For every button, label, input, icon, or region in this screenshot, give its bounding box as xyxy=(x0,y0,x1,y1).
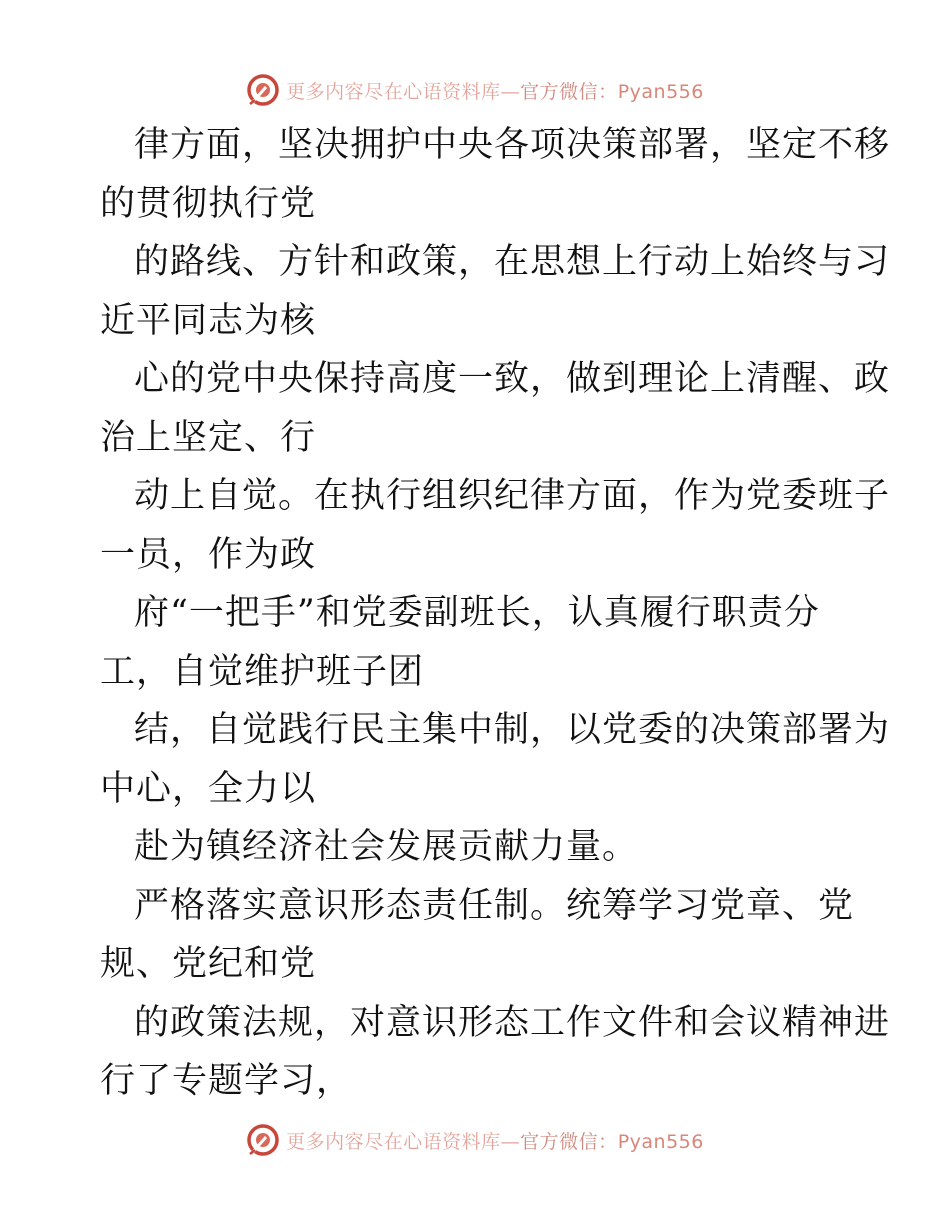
text-line: 律方面，坚决拥护中央各项决策部署，坚定不移 xyxy=(134,125,891,165)
seal-logo-icon xyxy=(246,73,280,107)
text-line: 结，自觉践行民主集中制，以党委的决策部署为 xyxy=(134,710,891,750)
text-line: 一员，作为政 xyxy=(100,534,317,575)
footer-watermark-banner xyxy=(0,1120,950,1160)
text-line: 赴为镇经济社会发展贡献力量。 xyxy=(134,827,639,867)
text-line: 中心，全力以 xyxy=(100,768,317,809)
header-wechat-id: Pyan556 xyxy=(617,80,704,103)
text-line: 心的党中央保持高度一致，做到理论上清醒、政 xyxy=(134,359,891,399)
text-line: 工，自觉维护班子团 xyxy=(100,651,425,692)
text-line: 的贯彻执行党 xyxy=(100,183,317,224)
text-line: 的政策法规，对意识形态工作文件和会议精神进 xyxy=(134,1002,891,1043)
header-wechat-label: 官方微信： xyxy=(520,80,618,103)
header-watermark-banner xyxy=(0,70,950,110)
text-line: 严格落实意识形态责任制。统筹学习党章、党 xyxy=(134,885,855,926)
header-dash: — xyxy=(500,80,521,103)
text-line: 府“一把手”和党委副班长，认真履行职责分 xyxy=(134,593,820,633)
footer-dash: — xyxy=(500,1130,521,1153)
footer-watermark-text xyxy=(286,1127,704,1154)
seal-logo-icon xyxy=(246,1123,280,1157)
document-body xyxy=(0,116,950,1111)
text-line: 的路线、方针和政策，在思想上行动上始终与习 xyxy=(134,242,891,282)
text-line: 动上自觉。在执行组织纪律方面，作为党委班子 xyxy=(134,476,891,516)
text-line: 近平同志为核 xyxy=(100,300,317,341)
footer-wechat-label: 官方微信： xyxy=(520,1130,618,1153)
text-line: 行了专题学习， xyxy=(100,1061,353,1101)
footer-wechat-id: Pyan556 xyxy=(617,1130,704,1153)
text-line: 治上坚定、行 xyxy=(100,417,317,458)
header-watermark-text xyxy=(286,77,704,104)
footer-site-name: 更多内容尽在心语资料库 xyxy=(286,1130,501,1153)
header-site-name: 更多内容尽在心语资料库 xyxy=(286,80,501,103)
text-line: 规、党纪和党 xyxy=(100,944,317,984)
